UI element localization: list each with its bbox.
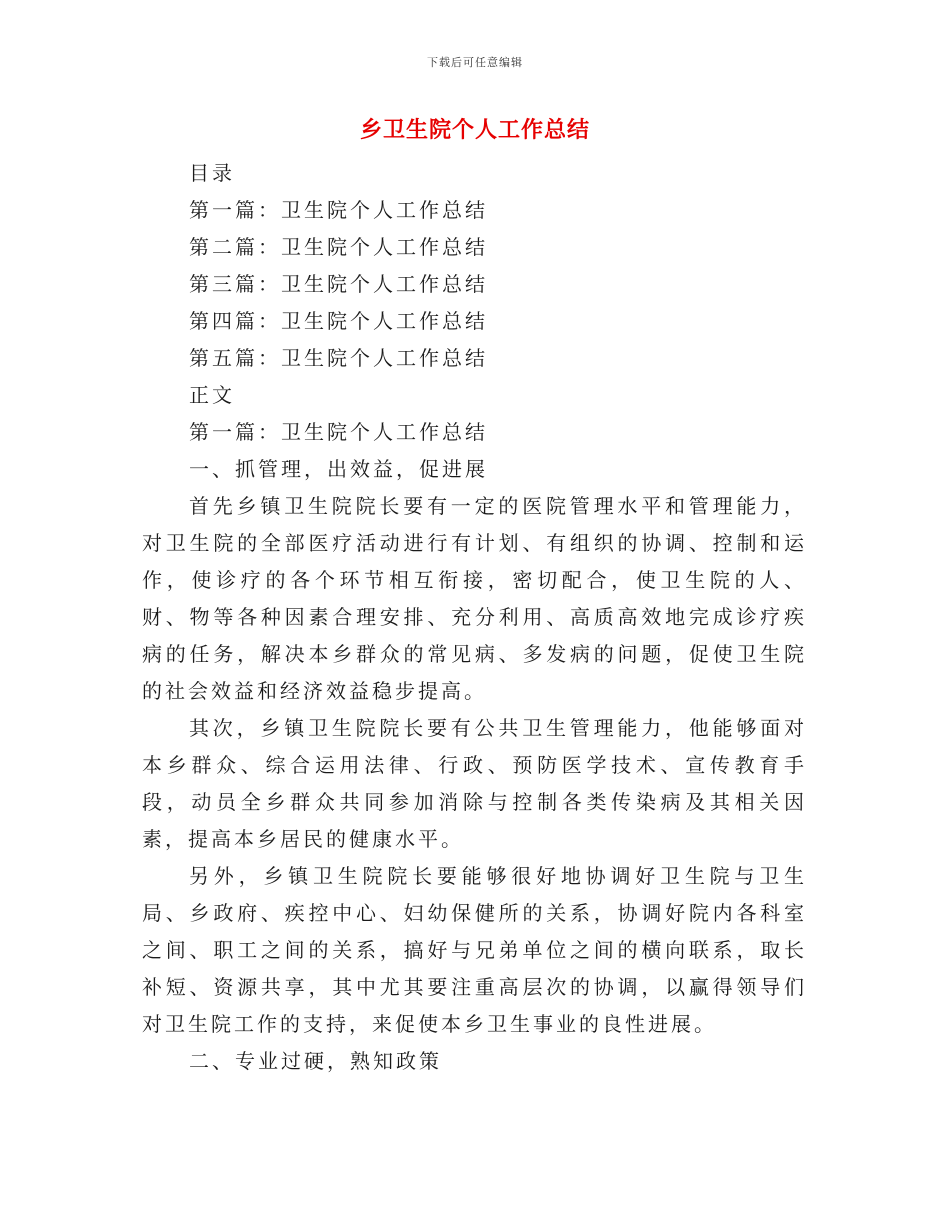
toc-label: 目录 [189, 161, 235, 185]
document-title: 乡卫生院个人工作总结 [359, 118, 590, 143]
toc-item: 第一篇：卫生院个人工作总结 [189, 198, 488, 222]
section-heading: 二、专业过硬，熟知政策 [189, 1049, 442, 1073]
body-paragraph: 首先乡镇卫生院院长要有一定的医院管理水平和管理能力，对卫生院的全部医疗活动进行有计划、有组织的协调、控制和运作，使诊疗的各个环节相互衔接，密切配合，使卫生院的人、财、物等各种因素合理安排、充分利用、高质高效地完成诊疗疾病的任务，解决本乡群众的常见病、多发病的问题，促使卫生院的社会效益和经济效益稳步提高。 [142, 494, 807, 703]
body-paragraph: 其次，乡镇卫生院院长要有公共卫生管理能力，他能够面对本乡群众、综合运用法律、行政、预防医学技术、宣传教育手段，动员全乡群众共同参加消除与控制各类传染病及其相关因素，提高本乡居民的健康水平。 [142, 716, 807, 851]
body-label: 正文 [189, 383, 235, 407]
body-paragraph: 另外，乡镇卫生院院长要能够很好地协调好卫生院与卫生局、乡政府、疾控中心、妇幼保健所的关系，协调好院内各科室之间、职工之间的关系，搞好与兄弟单位之间的横向联系，取长补短、资源共享，其中尤其要注重高层次的协调，以赢得领导们对卫生院工作的支持，来促使本乡卫生事业的良性进展。 [142, 864, 807, 1036]
toc-item: 第五篇：卫生院个人工作总结 [189, 346, 488, 370]
toc-item: 第二篇：卫生院个人工作总结 [189, 235, 488, 259]
document-body [142, 155, 807, 1080]
section-heading: 一、抓管理，出效益，促进展 [189, 457, 488, 481]
toc-item: 第三篇：卫生院个人工作总结 [189, 272, 488, 296]
chapter-title: 第一篇：卫生院个人工作总结 [189, 420, 488, 444]
header-note: 下载后可任意编辑 [427, 56, 523, 69]
toc-item: 第四篇：卫生院个人工作总结 [189, 309, 488, 333]
